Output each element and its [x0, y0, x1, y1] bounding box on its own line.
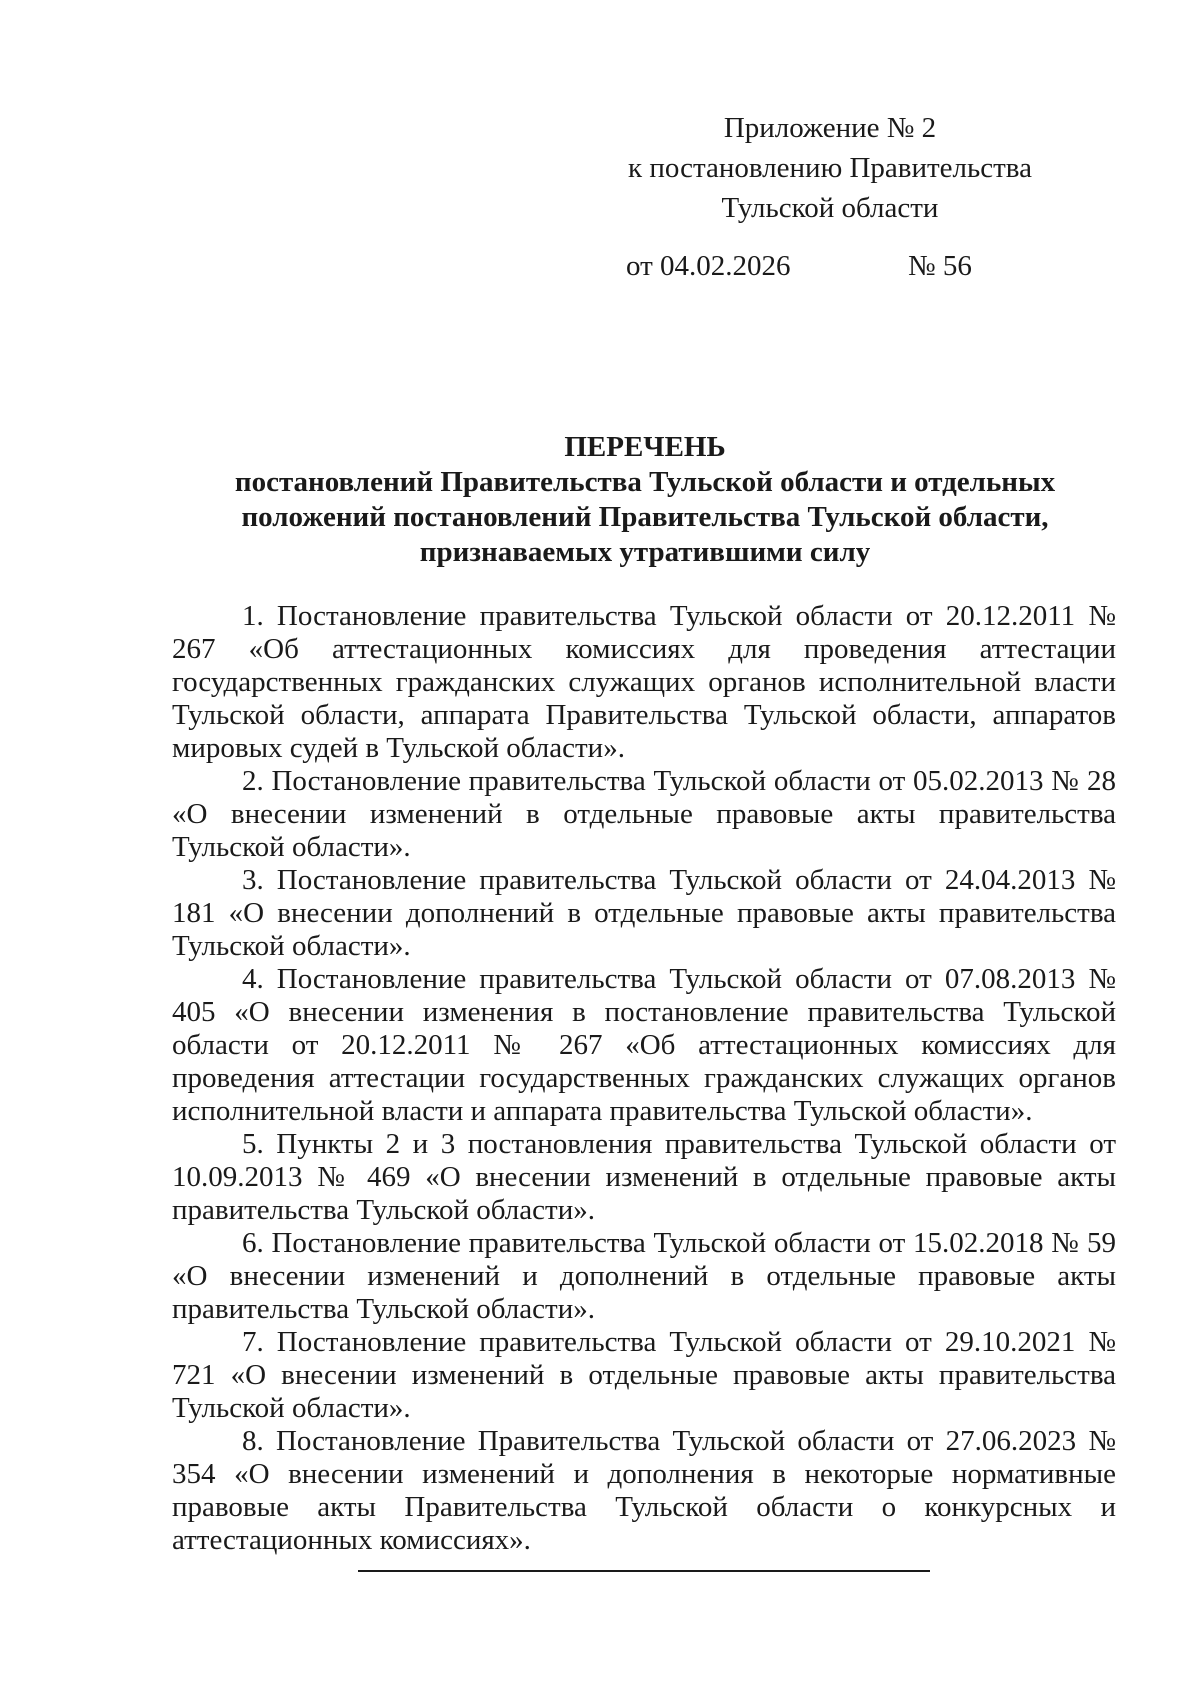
list-item: 8. Постановление Правительства Тульской области от 27.06.2023 № 354 «О внесении изменений и дополнения в некоторые нормативные правовые акты Правительства Тульской области о конкурсных и аттестационных комиссиях».	[172, 1425, 1116, 1556]
appendix-region: Тульской области	[721, 192, 939, 224]
document-heading: ПЕРЕЧЕНЬ	[564, 431, 726, 463]
list-item: 3. Постановление правительства Тульской области от 24.04.2013 № 181 «О внесении дополнений в отдельные правовые акты правительства Тульской области».	[172, 864, 1116, 962]
document-title-block	[170, 430, 1120, 570]
repealed-acts-list	[172, 600, 1116, 1557]
appendix-title: Приложение № 2	[723, 112, 937, 144]
list-item: 6. Постановление правительства Тульской области от 15.02.2018 № 59 «О внесении изменений и дополнений в отдельные правовые акты правительства Тульской области».	[172, 1227, 1116, 1325]
appendix-reference: к постановлению Правительства	[628, 152, 1032, 184]
list-item: 4. Постановление правительства Тульской области от 07.08.2013 № 405 «О внесении изменения в постановление правительства Тульской области от 20.12.2011 № 267 «Об аттестационных комиссиях для проведения аттестации государственных гражданских служащих органов исполнительной власти и аппарата правительства Тульской области».	[172, 963, 1116, 1127]
list-item: 1. Постановление правительства Тульской области от 20.12.2011 № 267 «Об аттестационных комиссиях для проведения аттестации государственных гражданских служащих органов исполнительной власти Тульской области, аппарата Правительства Тульской области, аппаратов мировых судей в Тульской области».	[172, 600, 1116, 764]
decree-number: № 56	[908, 250, 972, 282]
document-subtitle-line-2: положений постановлений Правительства Тульской области,	[241, 501, 1049, 533]
end-separator-line	[358, 1570, 930, 1572]
decree-date: от 04.02.2026	[626, 250, 791, 282]
document-subtitle-line-1: постановлений Правительства Тульской области и отдельных	[234, 466, 1056, 498]
list-item: 2. Постановление правительства Тульской области от 05.02.2013 № 28 «О внесении изменений в отдельные правовые акты правительства Тульской области».	[172, 765, 1116, 863]
list-item: 5. Пункты 2 и 3 постановления правительства Тульской области от 10.09.2013 № 469 «О внесении изменений в отдельные правовые акты правительства Тульской области».	[172, 1128, 1116, 1226]
list-item: 7. Постановление правительства Тульской области от 29.10.2021 № 721 «О внесении изменений в отдельные правовые акты правительства Тульской области».	[172, 1326, 1116, 1424]
appendix-header	[560, 108, 1100, 228]
document-subtitle-line-3: признаваемых утратившими силу	[419, 536, 871, 568]
